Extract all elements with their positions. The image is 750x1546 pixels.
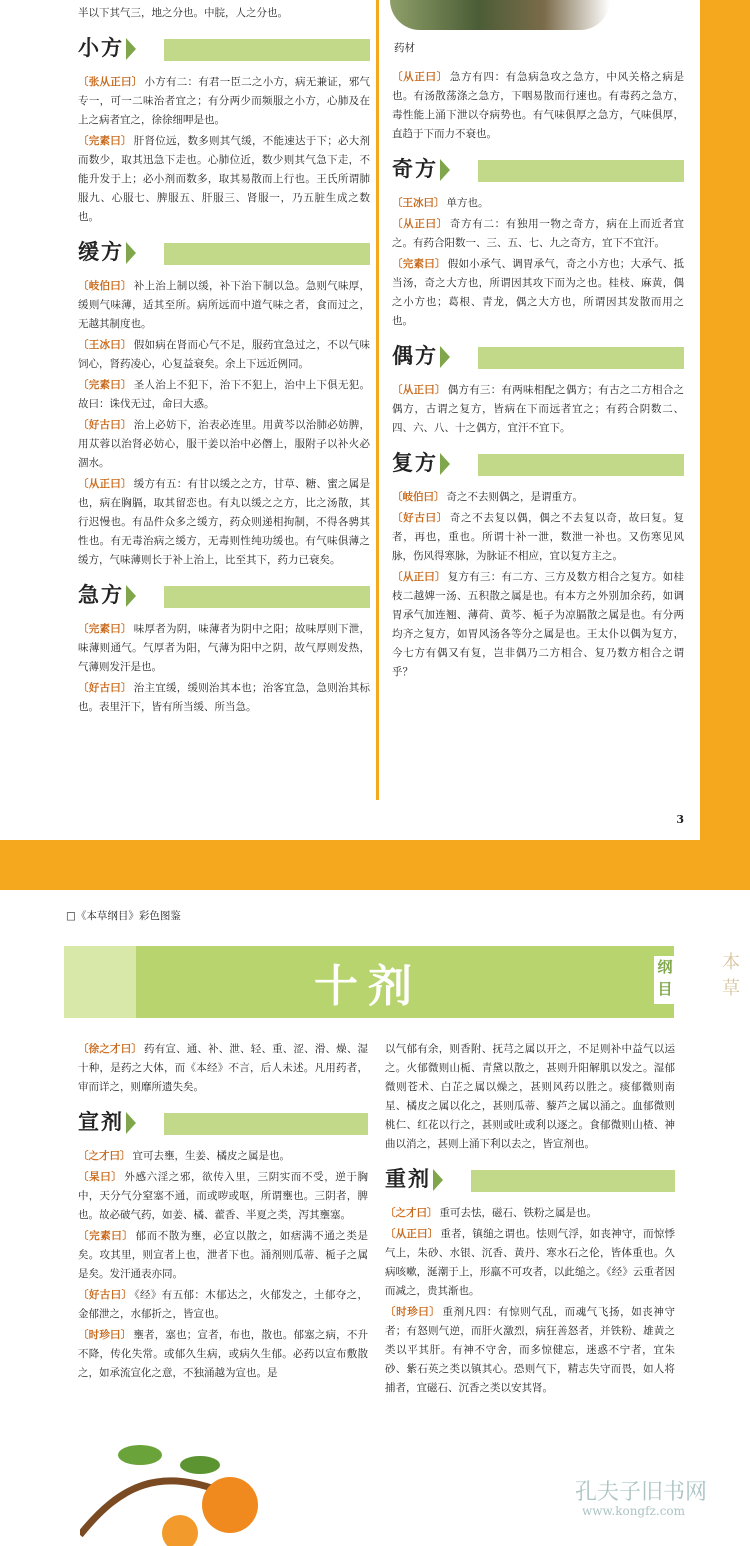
source-label: 〔好古曰〕	[78, 419, 132, 431]
source-label: 〔从正曰〕	[392, 71, 448, 83]
paragraph-text: 奇方有二：有独用一物之奇方，病在上而近者宜之。有药合阳数一、三、五、七、九之奇方，宜下不宜汗。	[392, 218, 685, 249]
paragraph-text: 治主宜缓，缓则治其本也；治客宜急，急则治其标也。表里汗下，皆有所当缓、所当急。	[78, 682, 370, 713]
section-title: 宣剂	[78, 1106, 136, 1136]
paragraph-text: 重剂凡四：有惊则气乱，而魂气飞扬，如丧神守者；有怒则气逆，而肝火激烈，病狂善怒者，并铁粉、雄黄之类以平其肝。有神不守舍，而多惊健忘，迷惑不宁者，宜朱砂、紫石英之类以镇其心。恐则气下，精志失守而畏，如人将捕者，宜磁石、沉香之类以安其肾。	[385, 1306, 675, 1394]
source-label: 〔岐伯曰〕	[78, 280, 132, 292]
cloud-ornament-icon	[64, 946, 136, 1018]
watermark: 孔夫子旧书网	[575, 1480, 708, 1505]
paragraph	[78, 132, 370, 227]
source-label: 〔之才曰〕	[385, 1207, 438, 1219]
heading-bar	[164, 39, 370, 61]
source-label: 〔张从正曰〕	[78, 76, 143, 88]
paragraph	[78, 1168, 368, 1225]
paragraph	[78, 679, 370, 717]
section-title: 重剂	[385, 1163, 443, 1193]
paragraph	[78, 620, 370, 677]
paragraph	[78, 1286, 368, 1324]
source-label: 〔从正曰〕	[385, 1228, 439, 1240]
page-number: 3	[676, 813, 684, 826]
section-title: 奇方	[392, 153, 450, 183]
source-label: 〔从正曰〕	[78, 478, 132, 490]
source-label: 〔从正曰〕	[392, 384, 446, 396]
paragraph-text: 宜可去壅，生姜、橘皮之属是也。	[132, 1150, 290, 1162]
section-heading	[78, 580, 370, 608]
source-label: 〔徐之才曰〕	[78, 1043, 143, 1055]
paragraph-text: 郁而不散为壅，必宣以散之，如痞满不通之类是矣。攻其里，则宣者上也，泄者下也。涌剂则瓜蒂、栀子之属是矣。发汗通表亦同。	[78, 1230, 368, 1280]
paragraph-text: 重者，镇缒之谓也。怯则气浮，如丧神守，而惊悸气上，朱砂、水银、沉香、黄丹、寒水石之伦，皆体重也。久病咳嗽，涎潮于上，形羸不可攻者，以此缒之。《经》云重者因而减之，贵其渐也。	[385, 1228, 676, 1297]
running-head: □《本草纲目》彩色图鉴	[66, 910, 181, 922]
chapter-title: 十剂	[314, 961, 422, 1012]
left-column	[78, 4, 370, 719]
source-label: 〔时珍曰〕	[78, 1329, 132, 1341]
paragraph-text: 小方有二：有君一臣二之小方，病无兼证，邪气专一，可一二味治者宜之；有分两少而频服之小方，心肺及在上之病者宜之，徐徐细呷是也。	[78, 76, 370, 126]
source-label: 〔王冰曰〕	[78, 339, 132, 351]
paragraph-text: 圣人治上不犯下，治下不犯上，治中上下俱无犯。故曰：诛伐无过，命曰大惑。	[78, 379, 370, 410]
paragraph	[392, 68, 684, 144]
heading-bar	[478, 454, 684, 476]
source-label: 〔完素曰〕	[392, 258, 446, 270]
source-label: 〔岐伯曰〕	[392, 491, 445, 503]
section-heading	[78, 33, 370, 61]
section-title: 急方	[78, 579, 136, 609]
source-label: 〔从正曰〕	[392, 218, 448, 230]
top-fragment: 半以下其气三，地之分也。中脘，人之分也。	[78, 7, 288, 19]
paragraph	[78, 277, 370, 334]
paragraph-text: 治上必妨下，治表必连里。用黄芩以治肺必妨脾，用苁蓉以治肾必妨心，服干姜以治中必僭上，服附子以补火必涸水。	[78, 419, 370, 469]
section-heading	[385, 1164, 675, 1192]
paragraph	[392, 509, 684, 566]
source-label: 〔好古曰〕	[392, 512, 448, 524]
paragraph-text: 味厚者为阴，味薄者为阴中之阳；故味厚则下泄，味薄则通气。气厚者为阳，气薄为阳中之阴，故气厚则发热，气薄则发汗是也。	[78, 623, 370, 673]
illustration-caption: 药材	[394, 42, 415, 54]
source-label: 〔好古曰〕	[78, 1289, 133, 1301]
source-label: 〔好古曰〕	[78, 682, 132, 694]
paragraph-text: 外感六淫之邪，欲传入里，三阴实而不受，逆于胸中，天分气分窒塞不通，而或哕或呕，所谓壅也。三阴者，脾也。故必破气药，如姜、橘、藿香、半夏之类，泻其壅塞。	[78, 1171, 369, 1221]
source-label: 〔完素曰〕	[78, 1230, 134, 1242]
column-divider	[376, 0, 379, 800]
paragraph	[78, 73, 370, 130]
paragraph	[392, 488, 684, 507]
source-label: 〔之才曰〕	[78, 1150, 131, 1162]
source-label: 〔时珍曰〕	[385, 1306, 441, 1318]
paragraph-text: 以气郁有余，则香附、抚芎之属以开之，不足则补中益气以运之。火郁微则山栀、青黛以散之，甚则升阳解肌以发之。湿郁微则苍术、白芷之属以燥之，甚则风药以胜之。痰郁微则南星、橘皮之属以化之，甚则瓜蒂、藜芦之属以涌之。血郁微则桃仁、红花以行之，甚则或吐或利以逐之。食郁微则山楂、神曲以消之，甚则上涌下利以去之，皆宣剂也。	[385, 1043, 675, 1150]
paragraph	[78, 1227, 368, 1284]
paragraph	[78, 475, 370, 570]
paragraph-text: 奇之不去则偶之，是谓重方。	[446, 491, 583, 503]
right-column	[392, 68, 684, 684]
paragraph-text: 《经》有五郁：木郁达之，火郁发之，土郁夺之，金郁泄之，水郁折之，皆宣也。	[78, 1289, 368, 1320]
heading-bar	[478, 347, 684, 369]
paragraph	[78, 1326, 368, 1383]
paragraph-text: 补上治上制以缓，补下治下制以急。急则气味厚，缓则气味薄，适其至所。病所远而中道气味之者，食而过之，无越其制度也。	[78, 280, 370, 330]
left-column	[78, 1040, 368, 1385]
section-title: 复方	[392, 447, 450, 477]
paragraph-text: 壅者，塞也；宣者，布也，散也。郁塞之病，不升不降，传化失常。或郁久生病，或病久生郁。必药以宣布敷散之，如承流宣化之意，不独涌越为宣也。是	[78, 1329, 369, 1379]
paragraph-text: 缓方有五：有甘以缓之之方，甘草、糖、蜜之属是也，病在胸膈，取其留恋也。有丸以缓之之方，比之汤散，其行迟慢也。有品件众多之缓方，药众则递相拘制，不得各骋其性也。有无毒治病之缓方，无毒则性纯功缓也。有气味俱薄之缓方，气味薄则长于补上治上，比至其下，药力已衰矣。	[78, 478, 370, 566]
source-label: 〔完素曰〕	[78, 379, 132, 391]
paragraph-text: 重可去怯，磁石、铁粉之属是也。	[439, 1207, 597, 1219]
heading-bar	[164, 243, 370, 265]
paragraph	[78, 336, 370, 374]
paragraph-text: 奇之不去复以偶，偶之不去复以奇，故曰复。复者，再也，重也。所谓十补一泄，数泄一补也。又伤寒见风脉，伤风得寒脉，为脉证不相应，宜以复方主之。	[392, 512, 685, 562]
paragraph	[392, 215, 684, 253]
section-heading	[78, 1107, 368, 1135]
heading-bar	[164, 586, 370, 608]
paragraph-text: 偶方有三：有两味相配之偶方；有古之二方相合之偶方，古谓之复方，皆病在下而远者宜之；有药合阴数二、四、六、八、十之偶方，宜汗不宜下。	[392, 384, 684, 434]
paragraph-text: 假如小承气、调胃承气，奇之小方也；大承气、抵当汤，奇之大方也，所谓因其攻下而为之也。桂枝、麻黄，偶之小方也；葛根、青龙，偶之大方也，所谓因其发散而用之也。	[392, 258, 684, 327]
banner-side-text: 本草	[722, 952, 740, 999]
paragraph	[392, 194, 684, 213]
paragraph	[392, 381, 684, 438]
paragraph-text: 单方也。	[446, 197, 489, 209]
section-heading	[392, 154, 684, 182]
paragraph-text: 药有宣、通、补、泄、轻、重、涩、滑、燥、湿十种，是药之大体，而《本经》不言，后人未述。凡用药者，审而详之，则靡所遗失矣。	[78, 1043, 369, 1093]
banner-stamp: 纲目	[654, 956, 676, 1004]
paragraph	[385, 1225, 675, 1301]
source-label: 〔完素曰〕	[78, 623, 132, 635]
paragraph	[78, 1040, 368, 1097]
paragraph	[385, 1204, 675, 1223]
paragraph-text: 肝肾位远，数多则其气缓，不能速达于下；必大剂而数少，取其迅急下走也。心肺位近，数少则其气急下走，不能升发于上；必小剂而数多，取其易散而上行也。王氏所谓肺服九、心服七、脾服五、肝服三、肾服一，乃五脏生成之数也。	[78, 135, 370, 223]
paragraph	[385, 1303, 675, 1398]
herb-illustration	[390, 0, 610, 30]
source-label: 〔杲曰〕	[78, 1171, 123, 1183]
heading-bar	[164, 1113, 368, 1135]
right-column	[385, 1040, 675, 1400]
heading-bar	[471, 1170, 675, 1192]
heading-bar	[478, 160, 684, 182]
section-heading	[78, 237, 370, 265]
paragraph	[78, 1147, 368, 1166]
source-label: 〔从正曰〕	[392, 571, 446, 583]
paragraph-text: 假如病在肾而心气不足，服药宜急过之，不以气味饲心，肾药凌心，心复益衰矣。余上下远近例同。	[78, 339, 370, 370]
source-label: 〔王冰曰〕	[392, 197, 445, 209]
paragraph-text: 复方有三：有二方、三方及数方相合之复方。如桂枝二越婢一汤、五积散之属是也。有本方之外别加余药，如调胃承气加连翘、薄荷、黄芩、栀子为凉膈散之属是也。有分两均齐之复方，如胃风汤各等分之属是也。王太仆以偶为复方，今七方有偶又有复，岂非偶乃二方相合、复乃数方相合之谓乎？	[392, 571, 684, 678]
chapter-banner	[64, 946, 740, 1018]
section-heading	[392, 341, 684, 369]
source-label: 〔完素曰〕	[78, 135, 132, 147]
section-title: 缓方	[78, 236, 136, 266]
paragraph	[392, 568, 684, 682]
watermark-url: www.kongfz.com	[582, 1504, 686, 1518]
section-title: 偶方	[392, 340, 450, 370]
section-title: 小方	[78, 32, 136, 62]
paragraph	[392, 255, 684, 331]
paragraph	[385, 1040, 675, 1154]
paragraph-text: 急方有四：有急病急攻之急方，中风关格之病是也。有汤散荡涤之急方，下咽易散而行速也。有毒药之急方，毒性能上涌下泄以夺病势也。有气味俱厚之急方，气味俱厚，直趋于下而力不衰也。	[392, 71, 685, 140]
paragraph	[78, 376, 370, 414]
paragraph	[78, 416, 370, 473]
fruit-illustration	[80, 1425, 290, 1546]
section-heading	[392, 448, 684, 476]
